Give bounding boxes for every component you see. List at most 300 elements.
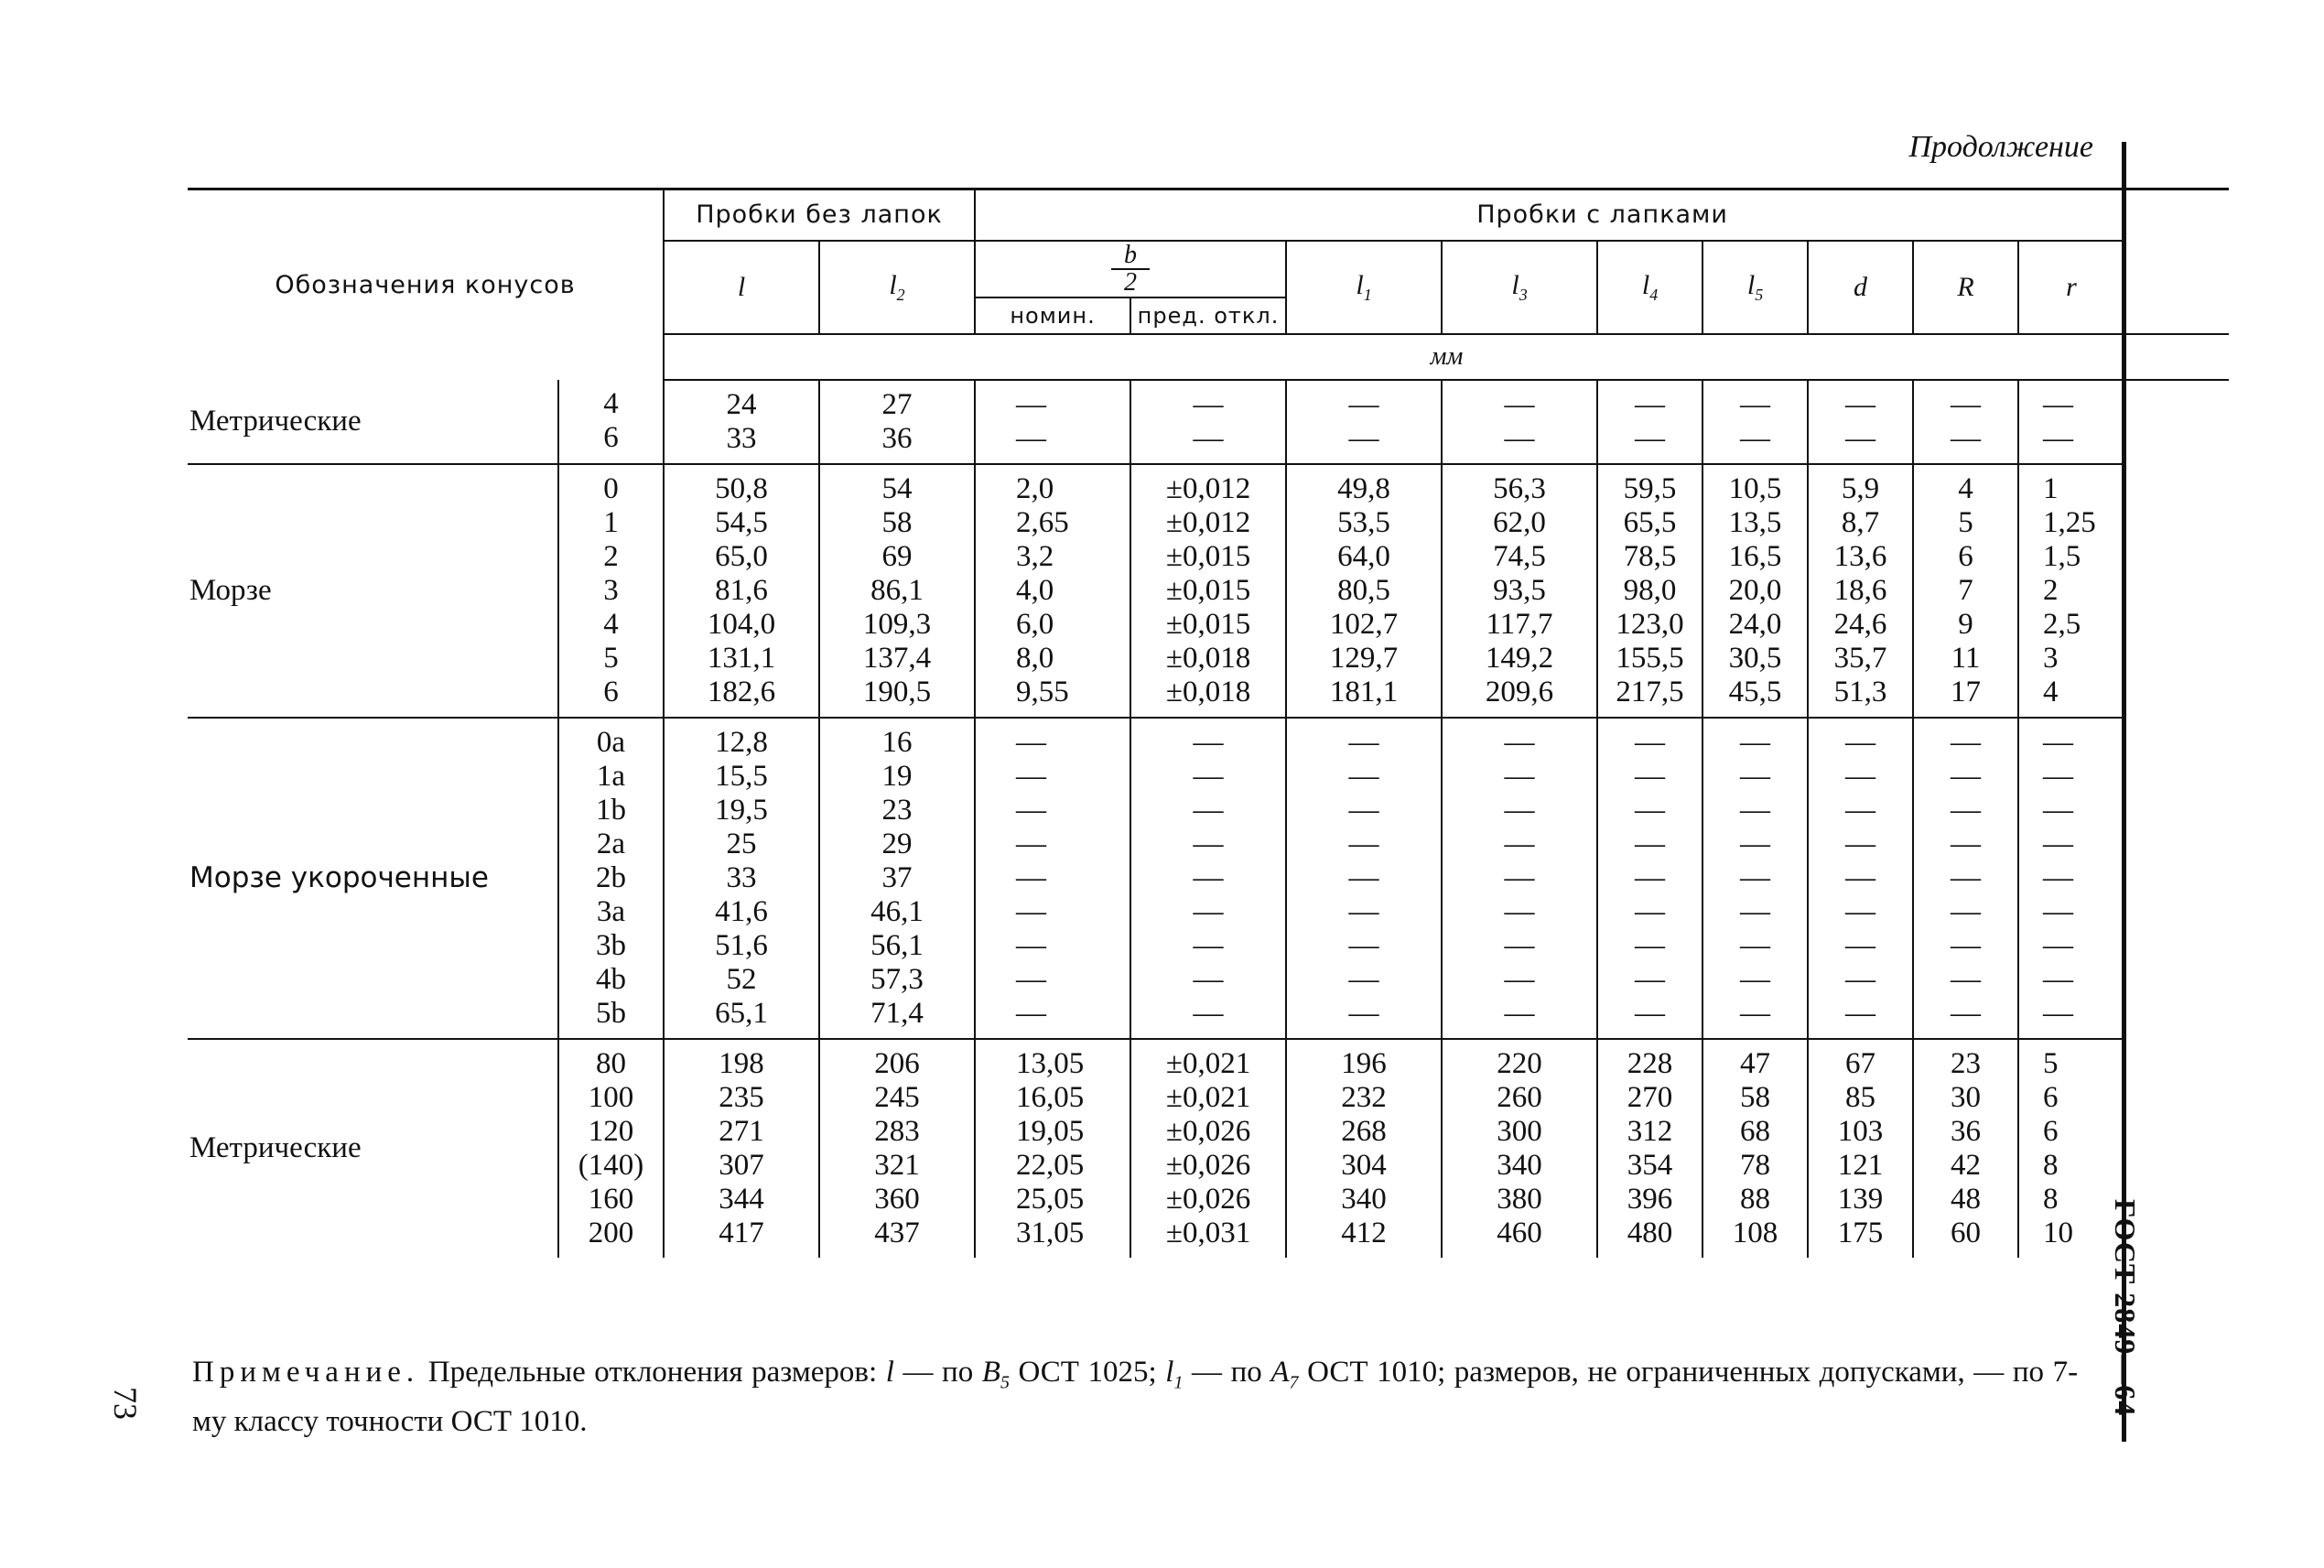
column-l5 <box>1702 464 1808 718</box>
cell-l3: — <box>1504 793 1535 827</box>
header-nominal: номин. <box>975 297 1130 334</box>
cell-r: 6 <box>2043 1080 2059 1114</box>
cell-b-tolerance: ±0,015 <box>1165 607 1251 641</box>
cell-l4: 228 <box>1627 1046 1673 1080</box>
header-l5: $l_5$ <box>1702 241 1808 334</box>
column-R <box>1913 718 2018 1039</box>
column-l2 <box>819 718 975 1039</box>
header-without-tabs: Пробки без лапок <box>664 189 975 241</box>
cell-l2: 29 <box>881 827 913 860</box>
table-row <box>188 1039 2229 1258</box>
column-r <box>2018 380 2124 464</box>
cell-code: 80 <box>596 1046 626 1080</box>
column-l4 <box>1597 718 1702 1039</box>
header-units: мм <box>664 334 2229 380</box>
cell-R: 5 <box>1958 505 1973 539</box>
cell-l1: 102,7 <box>1329 607 1399 641</box>
cell-r: 8 <box>2043 1148 2059 1182</box>
cell-l2: 56,1 <box>870 928 924 962</box>
cell-l5: — <box>1740 421 1771 455</box>
cell-code: 6 <box>603 420 619 454</box>
cell-l4: 480 <box>1627 1216 1673 1249</box>
column-b-tolerance <box>1130 1039 1286 1258</box>
cell-l3: 300 <box>1497 1114 1542 1148</box>
column-l <box>664 464 819 718</box>
cell-l: 51,6 <box>715 928 768 962</box>
note-symbol-l: l <box>885 1356 894 1389</box>
cell-b-tolerance: ±0,018 <box>1165 675 1251 708</box>
cell-d: 35,7 <box>1833 641 1887 675</box>
cell-l: 33 <box>726 421 757 455</box>
cell-R: — <box>1951 421 1982 455</box>
column-R <box>1913 380 2018 464</box>
cell-l2: 206 <box>874 1046 920 1080</box>
cell-code: 1b <box>596 793 626 827</box>
group-name: Морзе <box>188 464 558 718</box>
cell-r: — <box>2043 421 2074 455</box>
header-l3: $l_3$ <box>1442 241 1597 334</box>
cell-l2: 16 <box>881 725 913 759</box>
cell-b-tolerance: ±0,021 <box>1165 1046 1251 1080</box>
cell-l1: 304 <box>1341 1148 1387 1182</box>
cell-l5: 30,5 <box>1728 641 1782 675</box>
cell-code: 4 <box>603 607 619 641</box>
header-l4: $l_4$ <box>1597 241 1702 334</box>
cell-b-nominal: — <box>1016 759 1047 793</box>
column-l <box>664 718 819 1039</box>
cell-l5: 78 <box>1740 1148 1771 1182</box>
cell-l: 24 <box>726 387 757 421</box>
cell-l4: — <box>1635 725 1666 759</box>
cell-l4: — <box>1635 827 1666 860</box>
cell-d: 85 <box>1845 1080 1876 1114</box>
group-name: Метрические <box>188 1039 558 1258</box>
cell-d: 18,6 <box>1833 573 1887 607</box>
cell-R: 4 <box>1958 471 1973 505</box>
cell-l3: — <box>1504 827 1535 860</box>
column-d <box>1808 718 1913 1039</box>
column-b-tolerance <box>1130 464 1286 718</box>
column-l2 <box>819 380 975 464</box>
cell-d: 103 <box>1837 1114 1884 1148</box>
cell-l4: 396 <box>1627 1182 1673 1216</box>
table-row <box>188 380 2229 464</box>
cell-R: — <box>1951 860 1982 894</box>
cell-l4: — <box>1635 894 1666 928</box>
column-l <box>664 1039 819 1258</box>
cell-b-tolerance: — <box>1193 962 1224 996</box>
column-r <box>2018 1039 2124 1258</box>
cell-l3: — <box>1504 860 1535 894</box>
cell-b-tolerance: ±0,026 <box>1165 1148 1251 1182</box>
cell-l4: 59,5 <box>1623 471 1677 505</box>
note-label: Примечание. <box>192 1356 420 1389</box>
cell-l: 81,6 <box>715 573 768 607</box>
cell-b-nominal: 4,0 <box>1016 573 1054 607</box>
cell-l5: 13,5 <box>1728 505 1782 539</box>
column-l3 <box>1442 380 1597 464</box>
cell-l3: 74,5 <box>1493 539 1546 573</box>
cell-code: 6 <box>603 675 619 708</box>
column-l3 <box>1442 1039 1597 1258</box>
cell-R: 11 <box>1951 641 1981 675</box>
cell-b-tolerance: ±0,015 <box>1165 539 1251 573</box>
cell-l3: 62,0 <box>1493 505 1546 539</box>
cell-b-nominal: 8,0 <box>1016 641 1054 675</box>
cell-l: 271 <box>719 1114 764 1148</box>
cell-l2: 245 <box>874 1080 920 1114</box>
cell-d: 139 <box>1837 1182 1884 1216</box>
cell-d: — <box>1845 860 1876 894</box>
cell-l4: 155,5 <box>1616 641 1684 675</box>
cell-l3: — <box>1504 759 1535 793</box>
cell-l1: — <box>1348 421 1379 455</box>
cell-l1: 49,8 <box>1337 471 1390 505</box>
header-R: R <box>1913 241 2018 334</box>
continued-label: Продолжение <box>1908 130 2093 164</box>
cell-b-nominal: 19,05 <box>1016 1114 1085 1148</box>
cell-r: 4 <box>2043 675 2059 708</box>
column-l3 <box>1442 464 1597 718</box>
cell-d: 51,3 <box>1833 675 1887 708</box>
cell-b-tolerance: — <box>1193 894 1224 928</box>
cell-l5: 88 <box>1740 1182 1771 1216</box>
cell-l4: — <box>1635 962 1666 996</box>
column-code <box>558 464 664 718</box>
cell-l5: 16,5 <box>1728 539 1782 573</box>
cell-l1: — <box>1348 759 1379 793</box>
column-code <box>558 380 664 464</box>
cell-b-nominal: 31,05 <box>1016 1216 1085 1249</box>
note-text-2: — по <box>903 1356 974 1389</box>
cell-r: 8 <box>2043 1182 2059 1216</box>
cell-code: 200 <box>588 1216 634 1249</box>
cell-b-nominal: — <box>1016 860 1047 894</box>
cell-R: 7 <box>1958 573 1973 607</box>
column-r <box>2018 718 2124 1039</box>
cell-l4: 98,0 <box>1623 573 1677 607</box>
cell-l: 344 <box>719 1182 764 1216</box>
cell-l2: 57,3 <box>870 962 924 996</box>
cell-l5: 10,5 <box>1728 471 1782 505</box>
cell-l3: 93,5 <box>1493 573 1546 607</box>
column-l1 <box>1286 380 1442 464</box>
cell-l4: 312 <box>1627 1114 1673 1148</box>
table-row <box>188 464 2229 718</box>
cell-l1: — <box>1348 928 1379 962</box>
cell-l5: 58 <box>1740 1080 1771 1114</box>
cell-l4: 354 <box>1627 1148 1673 1182</box>
cell-b-nominal: — <box>1016 793 1047 827</box>
cell-d: — <box>1845 894 1876 928</box>
cell-d: 67 <box>1845 1046 1876 1080</box>
cell-d: 13,6 <box>1833 539 1887 573</box>
cell-d: 175 <box>1837 1216 1884 1249</box>
cell-b-tolerance: ±0,015 <box>1165 573 1251 607</box>
cell-code: 120 <box>588 1114 634 1148</box>
cell-R: 36 <box>1951 1114 1982 1148</box>
cell-l1: — <box>1348 996 1379 1030</box>
cell-b-nominal: 13,05 <box>1016 1046 1085 1080</box>
column-b-nominal <box>975 1039 1130 1258</box>
cell-l: 25 <box>726 827 757 860</box>
cell-R: 30 <box>1951 1080 1982 1114</box>
cell-r: — <box>2043 387 2074 421</box>
cell-code: 2a <box>596 827 626 860</box>
cell-l5: 24,0 <box>1728 607 1782 641</box>
cell-code: 1a <box>596 759 626 793</box>
column-l1 <box>1286 718 1442 1039</box>
column-l4 <box>1597 380 1702 464</box>
cell-l5: 47 <box>1740 1046 1771 1080</box>
note-text-3: ОСТ 1025; <box>1018 1356 1157 1389</box>
cell-b-tolerance: — <box>1193 421 1224 455</box>
cell-R: 23 <box>1951 1046 1982 1080</box>
cell-r: 2 <box>2043 573 2059 607</box>
cell-l3: 340 <box>1497 1148 1542 1182</box>
cell-l5: — <box>1740 793 1771 827</box>
cell-b-tolerance: — <box>1193 759 1224 793</box>
cell-R: 17 <box>1951 675 1982 708</box>
cell-l: 15,5 <box>715 759 768 793</box>
header-l: l <box>664 241 819 334</box>
cell-l4: 270 <box>1627 1080 1673 1114</box>
header-with-tabs: Пробки с лапками <box>975 189 2229 241</box>
cell-l2: 27 <box>881 387 913 421</box>
cell-l3: 209,6 <box>1485 675 1554 708</box>
cell-l5: — <box>1740 996 1771 1030</box>
cell-l5: — <box>1740 725 1771 759</box>
column-R <box>1913 1039 2018 1258</box>
cell-b-nominal: — <box>1016 827 1047 860</box>
header-d: d <box>1808 241 1913 334</box>
cell-R: — <box>1951 928 1982 962</box>
cell-r: — <box>2043 759 2074 793</box>
cell-b-tolerance: ±0,031 <box>1165 1216 1251 1249</box>
cell-r: — <box>2043 860 2074 894</box>
cell-l3: 56,3 <box>1493 471 1546 505</box>
cell-l1: — <box>1348 962 1379 996</box>
column-d <box>1808 380 1913 464</box>
cell-code: 4b <box>596 962 626 996</box>
cell-l: 12,8 <box>715 725 768 759</box>
cell-r: 3 <box>2043 641 2059 675</box>
cell-b-tolerance: — <box>1193 996 1224 1030</box>
cell-l: 33 <box>726 860 757 894</box>
cell-b-tolerance: — <box>1193 387 1224 421</box>
cell-code: 5b <box>596 996 626 1030</box>
note-symbol-a: $A_7$ <box>1270 1356 1299 1393</box>
cell-r: — <box>2043 928 2074 962</box>
cell-l4: 78,5 <box>1623 539 1677 573</box>
cell-l1: 340 <box>1341 1182 1387 1216</box>
column-b-nominal <box>975 380 1130 464</box>
cell-l: 52 <box>726 962 757 996</box>
cell-d: 121 <box>1837 1148 1884 1182</box>
cell-R: — <box>1951 759 1982 793</box>
cell-code: 3a <box>596 894 626 928</box>
cell-R: — <box>1951 894 1982 928</box>
column-b-tolerance <box>1130 718 1286 1039</box>
column-l <box>664 380 819 464</box>
cell-l: 41,6 <box>715 894 768 928</box>
table-note <box>192 1353 2078 1441</box>
cell-l1: 412 <box>1341 1216 1387 1249</box>
group-name: Морзе укороченные <box>188 718 558 1039</box>
cell-l2: 321 <box>874 1148 920 1182</box>
cell-b-nominal: 3,2 <box>1016 539 1054 573</box>
cell-d: — <box>1845 725 1876 759</box>
standard-number: ГОСТ 2849—64 <box>2109 1199 2142 1417</box>
cell-b-nominal: — <box>1016 928 1047 962</box>
cell-b-nominal: — <box>1016 894 1047 928</box>
b-half-fraction: $\frac{b}{2}$ <box>1111 243 1150 296</box>
column-l2 <box>819 464 975 718</box>
cell-code: 1 <box>603 505 619 539</box>
cell-l1: 196 <box>1341 1046 1387 1080</box>
cell-l3: — <box>1504 928 1535 962</box>
header-b-half <box>975 241 1286 297</box>
cell-l5: — <box>1740 894 1771 928</box>
cell-l4: 217,5 <box>1616 675 1684 708</box>
cell-l5: — <box>1740 860 1771 894</box>
column-l5 <box>1702 1039 1808 1258</box>
cell-l3: — <box>1504 387 1535 421</box>
cell-l: 65,0 <box>715 539 768 573</box>
cell-l5: — <box>1740 759 1771 793</box>
cell-r: — <box>2043 996 2074 1030</box>
cell-b-tolerance: — <box>1193 860 1224 894</box>
column-l4 <box>1597 1039 1702 1258</box>
cell-l: 198 <box>719 1046 764 1080</box>
cell-l4: — <box>1635 387 1666 421</box>
cell-d: — <box>1845 387 1876 421</box>
note-text-4: — по <box>1192 1356 1262 1389</box>
cell-b-nominal: 2,65 <box>1016 505 1069 539</box>
cell-l5: — <box>1740 827 1771 860</box>
cell-r: — <box>2043 894 2074 928</box>
cell-l5: 20,0 <box>1728 573 1782 607</box>
cell-l5: 45,5 <box>1728 675 1782 708</box>
cell-code: 4 <box>603 386 619 420</box>
cell-r: 1 <box>2043 471 2059 505</box>
cell-R: — <box>1951 387 1982 421</box>
cell-l3: 117,7 <box>1486 607 1553 641</box>
cell-l2: 23 <box>881 793 913 827</box>
cell-l1: — <box>1348 725 1379 759</box>
cell-l1: — <box>1348 827 1379 860</box>
cell-l5: — <box>1740 928 1771 962</box>
cell-d: — <box>1845 996 1876 1030</box>
cell-l3: — <box>1504 996 1535 1030</box>
cell-l2: 437 <box>874 1216 920 1249</box>
cell-d: — <box>1845 793 1876 827</box>
cell-code: 2b <box>596 860 626 894</box>
cell-l2: 37 <box>881 860 913 894</box>
cell-R: — <box>1951 793 1982 827</box>
cell-l3: 220 <box>1497 1046 1542 1080</box>
cell-l5: — <box>1740 962 1771 996</box>
cell-b-tolerance: ±0,021 <box>1165 1080 1251 1114</box>
cell-r: — <box>2043 793 2074 827</box>
page-number: 73 <box>107 1387 144 1420</box>
column-l1 <box>1286 1039 1442 1258</box>
cell-l4: — <box>1635 928 1666 962</box>
cell-r: 6 <box>2043 1114 2059 1148</box>
column-l4 <box>1597 464 1702 718</box>
cell-d: — <box>1845 962 1876 996</box>
cell-r: 1,25 <box>2043 505 2096 539</box>
cell-d: — <box>1845 827 1876 860</box>
cell-l2: 190,5 <box>862 675 932 708</box>
cell-d: — <box>1845 421 1876 455</box>
cell-l: 182,6 <box>707 675 776 708</box>
cell-R: 48 <box>1951 1182 1982 1216</box>
cell-l: 19,5 <box>715 793 768 827</box>
header-l1: $l_1$ <box>1286 241 1442 334</box>
cell-r: 1,5 <box>2043 539 2081 573</box>
column-code <box>558 1039 664 1258</box>
cell-code: 0a <box>596 725 626 759</box>
cell-l: 417 <box>719 1216 764 1249</box>
cell-l: 131,1 <box>707 641 776 675</box>
cell-b-nominal: 6,0 <box>1016 607 1054 641</box>
column-l5 <box>1702 380 1808 464</box>
cell-l1: 53,5 <box>1337 505 1390 539</box>
cell-l5: 108 <box>1732 1216 1778 1249</box>
cell-l1: 64,0 <box>1337 539 1390 573</box>
cell-b-nominal: 9,55 <box>1016 675 1069 708</box>
header-l2: $l_2$ <box>819 241 975 334</box>
cell-l3: 460 <box>1497 1216 1542 1249</box>
column-d <box>1808 1039 1913 1258</box>
table-body <box>188 380 2229 1258</box>
cell-d: — <box>1845 928 1876 962</box>
column-b-nominal <box>975 718 1130 1039</box>
cell-b-tolerance: — <box>1193 827 1224 860</box>
cell-l4: 65,5 <box>1623 505 1677 539</box>
cell-l4: 123,0 <box>1616 607 1684 641</box>
cell-code: 100 <box>588 1080 634 1114</box>
cell-l2: 109,3 <box>862 607 932 641</box>
cell-l3: 260 <box>1497 1080 1542 1114</box>
cell-l2: 137,4 <box>862 641 932 675</box>
cell-b-tolerance: — <box>1193 725 1224 759</box>
cell-code: 3b <box>596 928 626 962</box>
cell-l4: — <box>1635 793 1666 827</box>
note-text-5: ОСТ 1010; размеров, не ограниченных допусками, — по 7-му классу точности ОСТ 1010. <box>192 1356 2079 1438</box>
cell-l: 307 <box>719 1148 764 1182</box>
column-l3 <box>1442 718 1597 1039</box>
cell-R: 6 <box>1958 539 1973 573</box>
cell-r: 10 <box>2043 1216 2074 1249</box>
cell-l: 50,8 <box>715 471 768 505</box>
cell-code: 3 <box>603 573 619 607</box>
cell-l4: — <box>1635 860 1666 894</box>
cell-l: 104,0 <box>707 607 776 641</box>
cell-l2: 69 <box>881 539 913 573</box>
cell-l1: — <box>1348 860 1379 894</box>
cell-b-nominal: 22,05 <box>1016 1148 1085 1182</box>
cell-l: 54,5 <box>715 505 768 539</box>
cell-l2: 58 <box>881 505 913 539</box>
table-row <box>188 718 2229 1039</box>
cell-R: — <box>1951 962 1982 996</box>
column-l5 <box>1702 718 1808 1039</box>
cell-l2: 46,1 <box>870 894 924 928</box>
note-symbol-l1: $l_1$ <box>1165 1356 1184 1393</box>
note-text-1: Предельные отклонения размеров: <box>427 1356 878 1389</box>
